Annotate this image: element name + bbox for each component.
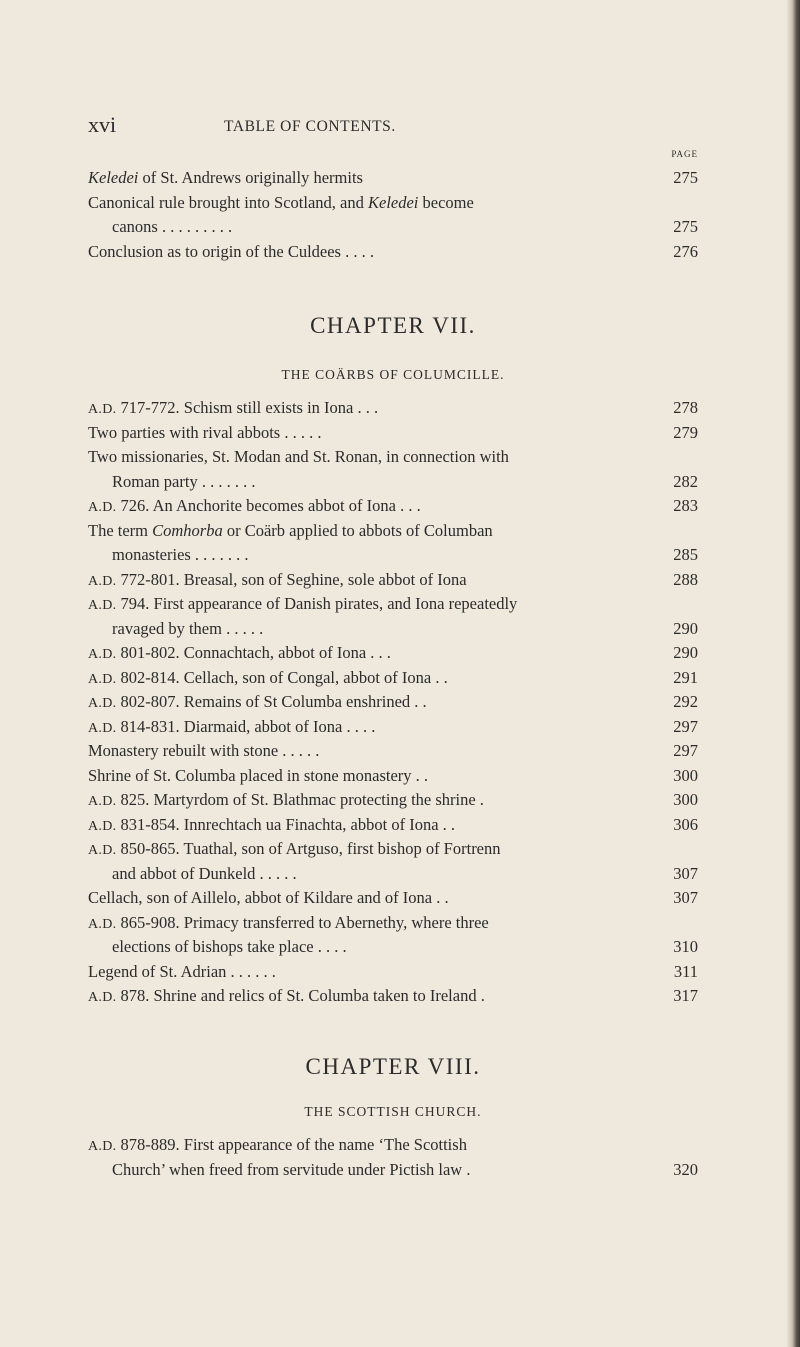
entry-text <box>88 788 698 815</box>
entry-text-part: 878. Shrine and relics of St. Columba taken to Ireland . <box>116 986 485 1005</box>
entry-page-number: 307 <box>673 863 698 883</box>
toc-entry <box>88 191 698 216</box>
entry-text-part: 802-814. Cellach, son of Congal, abbot of Iona . . <box>116 667 448 687</box>
entry-page-number: 288 <box>673 569 698 589</box>
entry-text <box>88 960 698 985</box>
entry-era: A.D. <box>88 696 117 711</box>
toc-entry <box>88 715 698 740</box>
toc-entry <box>88 470 698 495</box>
page-column-label: PAGE <box>671 149 698 159</box>
entry-text-part: canons . . . . . . . . . <box>112 217 233 236</box>
entry-page-number: 283 <box>673 496 698 515</box>
entry-text <box>88 739 698 764</box>
running-header <box>88 112 698 142</box>
toc-entry <box>88 519 698 544</box>
entry-page-number: 276 <box>673 241 698 261</box>
toc-entry <box>88 837 698 862</box>
entry-page-number: 300 <box>673 765 698 785</box>
entry-text <box>112 543 698 568</box>
entry-page-number: 291 <box>673 667 698 687</box>
entry-page-number: 275 <box>673 217 698 236</box>
entry-text <box>88 690 698 717</box>
entry-text <box>88 592 698 619</box>
entry-text <box>88 191 698 216</box>
entry-page-number: 290 <box>673 618 698 638</box>
entry-text <box>88 813 698 840</box>
entry-text <box>112 862 698 887</box>
entry-text <box>88 421 698 446</box>
entry-era: A.D. <box>88 818 117 834</box>
entry-page-number: 297 <box>673 741 698 760</box>
toc-entry <box>88 764 698 789</box>
entry-era: A.D. <box>88 990 117 1005</box>
entry-text <box>112 935 698 960</box>
entry-era: A.D. <box>88 916 117 932</box>
entry-page-number: 307 <box>673 888 698 907</box>
entry-italic-term: Keledei <box>88 168 139 187</box>
page-number: xvi <box>88 112 117 137</box>
entry-page-number: 317 <box>673 986 698 1005</box>
entry-text <box>88 1133 698 1160</box>
entry-text-part: 850-865. Tuathal, son of Artguso, first bishop of Fortrenn <box>116 839 501 858</box>
entry-text <box>88 445 698 470</box>
entry-text <box>88 641 698 668</box>
toc-entry <box>88 690 698 715</box>
toc-entry <box>88 813 698 838</box>
toc-entry <box>88 421 698 446</box>
entry-era: A.D. <box>88 500 117 515</box>
entry-text <box>88 240 698 265</box>
entry-era: A.D. <box>88 843 117 858</box>
toc-entry <box>88 666 698 691</box>
entry-text <box>88 886 698 911</box>
entry-page-number: 285 <box>673 545 698 564</box>
chapter-7-title: CHAPTER VII. <box>310 313 476 338</box>
entry-text-part: 825. Martyrdom of St. Blathmac protecting the shrine . <box>116 790 484 809</box>
toc-entry <box>88 641 698 666</box>
chapter-8-entries <box>88 1133 698 1182</box>
toc-entry <box>88 984 698 1009</box>
entry-text-part: 801-802. Connachtach, abbot of Iona . . . <box>116 643 391 662</box>
entry-era: A.D. <box>88 794 117 809</box>
toc-entry <box>88 215 698 240</box>
page-edge-shadow <box>786 0 800 1347</box>
entry-text-part: 865-908. Primacy transferred to Abernethy, where three <box>116 912 489 932</box>
intro-entries <box>88 166 698 264</box>
entry-text-part: The term <box>88 520 153 540</box>
toc-entry <box>88 788 698 813</box>
toc-entry <box>88 592 698 617</box>
running-title: TABLE OF CONTENTS. <box>224 118 396 135</box>
entry-page-number: 279 <box>673 422 698 442</box>
entry-text-part: Shrine of St. Columba placed in stone monastery . . <box>88 765 429 785</box>
entry-text-part: Legend of St. Adrian . . . . . . <box>88 961 276 981</box>
entry-page-number: 292 <box>673 692 698 711</box>
entry-text-part: 794. First appearance of Danish pirates, and Iona repeatedly <box>116 594 518 613</box>
entry-text-part: Canonical rule brought into Scotland, and <box>88 192 368 212</box>
chapter-8-title: CHAPTER VIII. <box>305 1054 481 1079</box>
entry-text <box>88 984 698 1011</box>
entry-text <box>88 666 698 693</box>
toc-entry <box>88 240 698 265</box>
entry-page-number: 310 <box>673 937 698 956</box>
entry-text-part: Conclusion as to origin of the Culdees . . . . <box>88 241 374 261</box>
entry-text-part: 726. An Anchorite becomes abbot of Iona . . . <box>116 496 421 515</box>
entry-text <box>88 568 698 595</box>
entry-text-part: elections of bishops take place . . . . <box>112 937 347 956</box>
entry-text <box>88 494 698 521</box>
entry-text <box>88 715 698 742</box>
toc-entry <box>88 739 698 764</box>
entry-page-number: 306 <box>673 814 698 834</box>
entry-text <box>88 396 698 423</box>
entry-text-part: Monastery rebuilt with stone . . . . . <box>88 741 320 760</box>
toc-entry <box>88 543 698 568</box>
entry-text-part: Church’ when freed from servitude under Pictish law . <box>112 1159 471 1179</box>
entry-text <box>112 470 698 495</box>
entry-era: A.D. <box>88 1139 117 1154</box>
entry-text-part: 772-801. Breasal, son of Seghine, sole abbot of Iona <box>116 569 467 589</box>
chapter-7-subtitle: THE COÄRBS OF COLUMCILLE. <box>281 367 505 382</box>
toc-entry <box>88 568 698 593</box>
entry-italic-term: Keledei <box>367 192 419 212</box>
entry-text <box>112 215 698 240</box>
entry-text-part: 831-854. Innrechtach ua Finachta, abbot of Iona . . <box>116 814 456 834</box>
toc-entry <box>88 960 698 985</box>
entry-text-part: 802-807. Remains of St Columba enshrined . . <box>116 692 427 711</box>
entry-text <box>88 837 698 864</box>
entry-text-part: of St. Andrews originally hermits <box>138 168 363 187</box>
entry-text-part: Two parties with rival abbots . . . . . <box>88 422 322 442</box>
toc-entry <box>88 166 698 191</box>
chapter-8-subtitle: THE SCOTTISH CHURCH. <box>304 1104 482 1119</box>
entry-page-number: 282 <box>673 471 698 491</box>
toc-entry <box>88 911 698 936</box>
entry-text-part: Roman party . . . . . . . <box>112 471 256 491</box>
entry-text <box>88 911 698 938</box>
entry-text <box>88 166 698 191</box>
entry-text-part: 878-889. First appearance of the name ‘The Scottish <box>116 1135 467 1154</box>
toc-entry <box>88 886 698 911</box>
toc-entry <box>88 1158 698 1183</box>
entry-text <box>112 1158 698 1183</box>
toc-entry <box>88 862 698 887</box>
entry-page-number: 311 <box>673 961 698 981</box>
entry-page-number: 320 <box>673 1159 698 1179</box>
entry-page-number: 297 <box>673 716 698 736</box>
entry-text <box>88 764 698 789</box>
toc-entry <box>88 935 698 960</box>
entry-text-part: or Coärb applied to abbots of Columban <box>222 520 493 540</box>
toc-entry <box>88 1133 698 1158</box>
entry-era: A.D. <box>88 598 117 613</box>
entry-text-part: monasteries . . . . . . . <box>112 545 249 564</box>
entry-era: A.D. <box>88 647 117 662</box>
entry-page-number: 278 <box>673 398 698 417</box>
entry-italic-term: Comhorba <box>152 520 223 540</box>
entry-era: A.D. <box>88 671 117 687</box>
entry-text <box>112 617 698 642</box>
entry-era: A.D. <box>88 573 117 589</box>
entry-page-number: 275 <box>673 168 698 187</box>
toc-entry <box>88 617 698 642</box>
entry-text-part: and abbot of Dunkeld . . . . . <box>112 863 297 883</box>
entry-page-number: 300 <box>673 790 698 809</box>
entry-era: A.D. <box>88 720 117 736</box>
entry-text-part: become <box>418 192 474 212</box>
entry-text-part: Two missionaries, St. Modan and St. Ronan, in connection with <box>88 447 509 466</box>
entry-text-part: 717-772. Schism still exists in Iona . . . <box>116 398 379 417</box>
toc-entry <box>88 396 698 421</box>
entry-text-part: Cellach, son of Aillelo, abbot of Kildare and of Iona . . <box>88 888 449 907</box>
toc-entry <box>88 494 698 519</box>
entry-text-part: 814-831. Diarmaid, abbot of Iona . . . . <box>116 716 376 736</box>
entry-page-number: 290 <box>673 643 698 662</box>
chapter-7-entries <box>88 396 698 1009</box>
toc-entry <box>88 445 698 470</box>
entry-era: A.D. <box>88 402 117 417</box>
entry-text <box>88 519 698 544</box>
entry-text-part: ravaged by them . . . . . <box>112 618 264 638</box>
